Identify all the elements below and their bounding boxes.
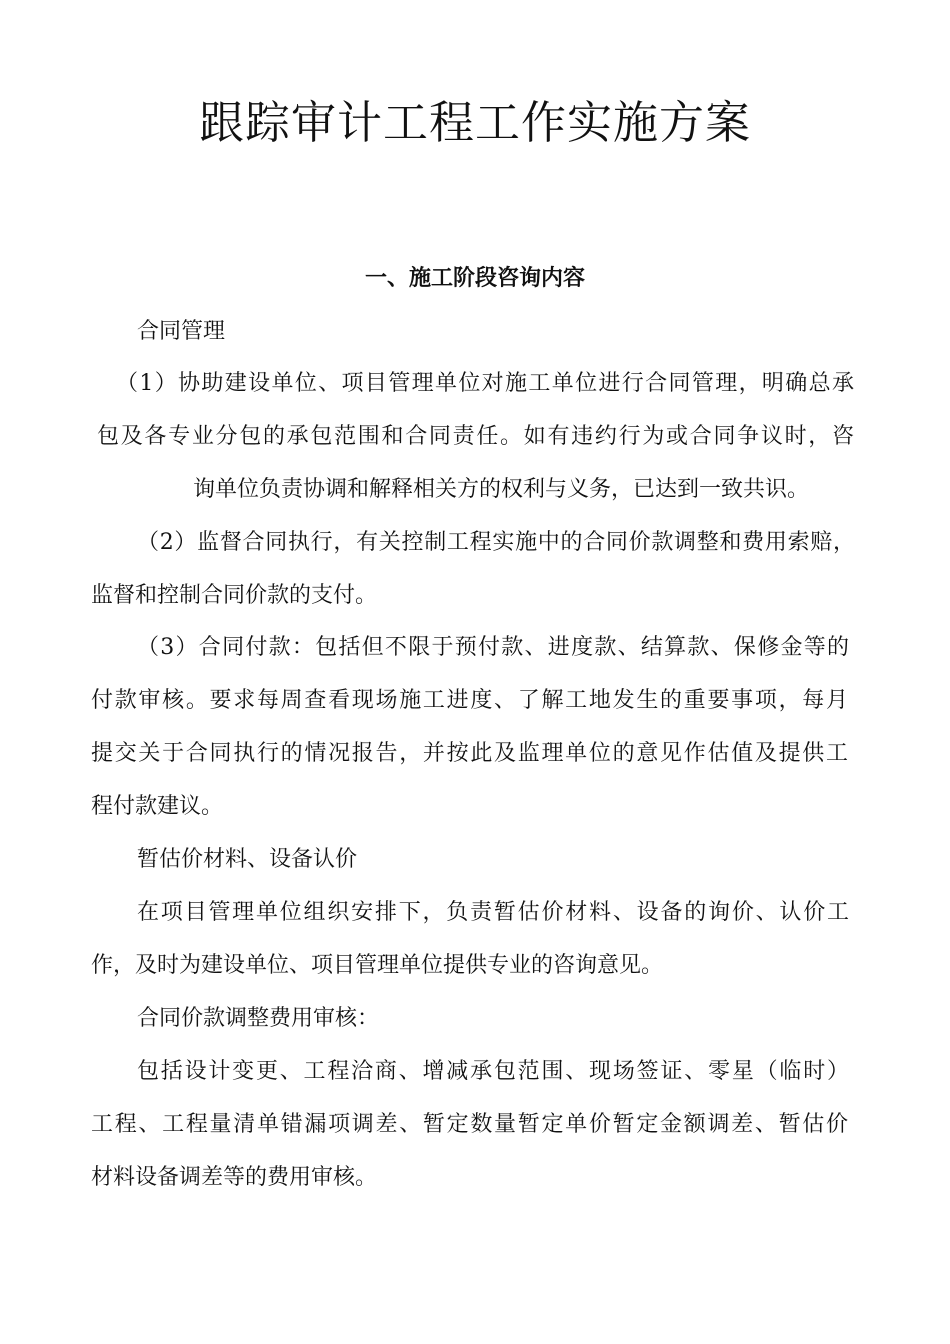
paragraph-line: 询单位负责协调和解释相关方的权利与义务，已达到一致共识。 [193, 477, 810, 502]
section-heading: 一、施工阶段咨询内容 [364, 266, 585, 291]
paragraph-line: 包及各专业分包的承包范围和合同责任。如有违约行为或合同争议时，咨 [97, 424, 854, 449]
paragraph-line: 提交关于合同执行的情况报告，并按此及监理单位的意见作估值及提供工 [91, 741, 848, 766]
paragraph-line: （2）监督合同执行，有关控制工程实施中的合同价款调整和费用索赔， [137, 530, 855, 555]
paragraph-line: 付款审核。要求每周查看现场施工进度、了解工地发生的重要事项，每月 [91, 688, 848, 713]
paragraph-line: 作，及时为建设单位、项目管理单位提供专业的咨询意见。 [91, 953, 664, 978]
paragraph-line: 工程、工程量清单错漏项调差、暂定数量暂定单价暂定金额调差、暂估价 [91, 1112, 848, 1137]
paragraph-line: （3）合同付款：包括但不限于预付款、进度款、结算款、保修金等的 [137, 635, 849, 660]
paragraph-line: （1）协助建设单位、项目管理单位对施工单位进行合同管理，明确总承 [116, 371, 854, 396]
subsection-heading-material-pricing: 暂估价材料、设备认价 [137, 847, 358, 872]
subsection-heading-price-adjustment: 合同价款调整费用审核： [137, 1006, 380, 1031]
document-title: 跟踪审计工程工作实施方案 [198, 96, 751, 149]
paragraph-line: 在项目管理单位组织安排下，负责暂估价材料、设备的询价、认价工 [137, 900, 849, 925]
paragraph-line: 监督和控制合同价款的支付。 [91, 583, 378, 608]
paragraph-line: 材料设备调差等的费用审核。 [91, 1165, 378, 1190]
subsection-heading-contract-management: 合同管理 [137, 319, 226, 344]
paragraph-line: 包括设计变更、工程洽商、增减承包范围、现场签证、零星（临时） [137, 1059, 849, 1084]
paragraph-line: 程付款建议。 [91, 794, 224, 819]
